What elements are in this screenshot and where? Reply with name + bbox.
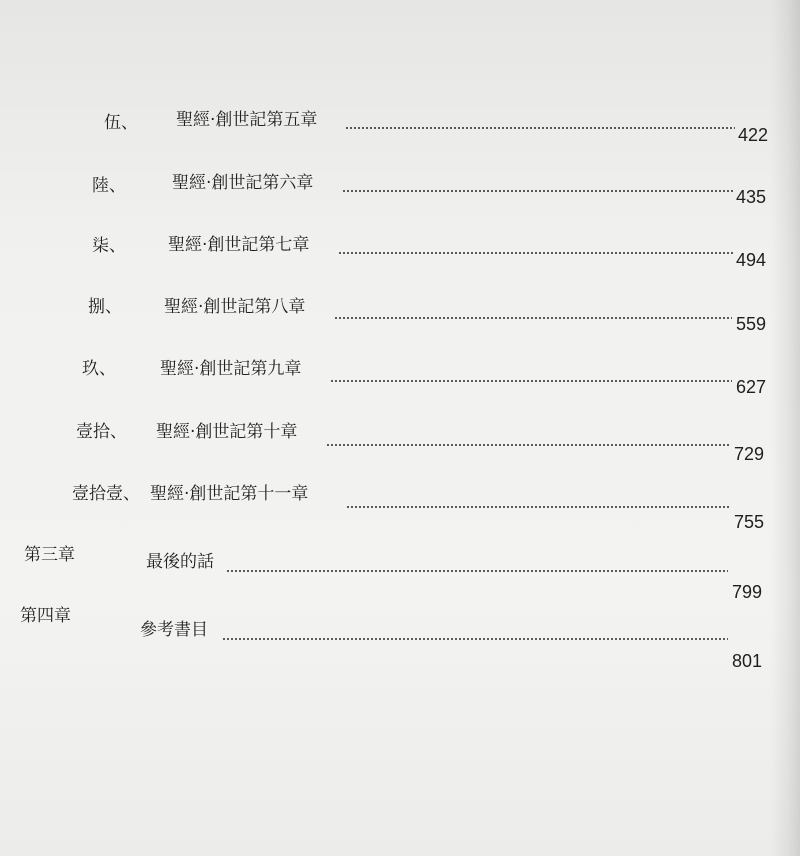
entry-title: 聖經‧創世記第五章 [176,110,318,130]
page-edge-shadow [770,0,800,856]
entry-number: 柒、 [92,236,126,256]
dot-leader [342,190,734,192]
entry-title: 聖經‧創世記第七章 [168,235,310,255]
entry-title: 參考書目 [140,620,208,640]
dot-leader [345,127,735,129]
entry-number: 捌、 [88,297,122,317]
dot-leader [226,570,728,572]
page-number: 755 [734,512,765,532]
dot-leader [334,317,732,319]
entry-number: 伍、 [104,113,138,133]
entry-number: 玖、 [82,359,116,379]
entry-title: 聖經‧創世記第十章 [156,422,298,442]
entry-title: 聖經‧創世記第九章 [160,359,302,379]
page-number: 729 [734,444,765,464]
entry-title: 聖經‧創世記第八章 [164,297,306,317]
page-number: 494 [736,250,767,270]
page-number: 422 [738,125,769,145]
entry-title: 聖經‧創世記第六章 [172,173,314,193]
page-number: 559 [736,314,767,334]
page-number: 627 [736,377,767,397]
page-number: 435 [736,187,767,207]
entry-title: 最後的話 [146,552,214,572]
entry-number: 陸、 [92,176,126,196]
page-number: 801 [732,651,763,671]
page-number: 799 [732,582,763,602]
entry-number: 第三章 [24,545,75,565]
entry-number: 第四章 [20,606,71,626]
dot-leader [222,638,728,640]
dot-leader [338,252,734,254]
entry-title: 聖經‧創世記第十一章 [150,484,309,504]
dot-leader [346,506,730,508]
entry-number: 壹拾壹、 [72,484,140,504]
dot-leader [330,380,732,382]
entry-number: 壹拾、 [76,422,127,442]
dot-leader [326,444,730,446]
